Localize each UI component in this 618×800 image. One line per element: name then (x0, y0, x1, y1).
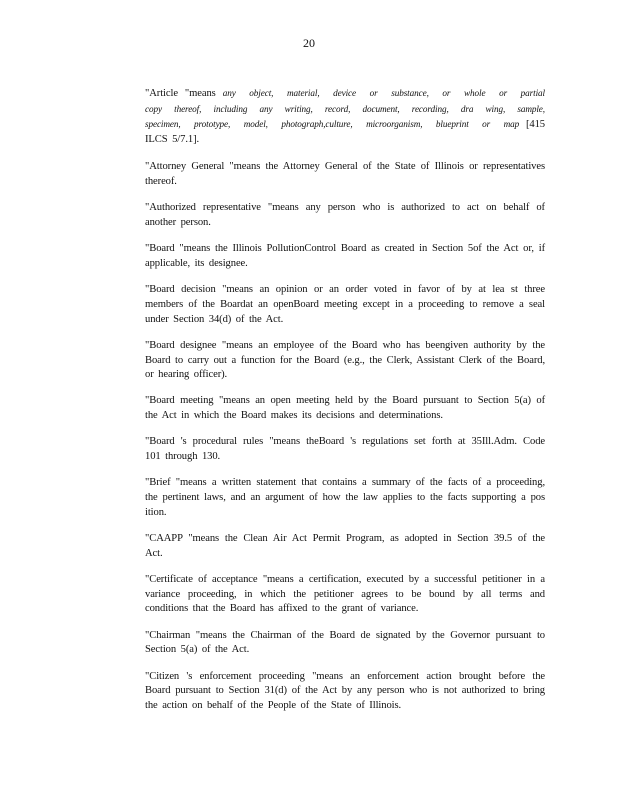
definition-article (145, 86, 545, 147)
definition-article-citation: [415 ILCS 5/7.1]. (145, 119, 545, 145)
definition-article-italic-text: any object, material, device or substance, or whole or partial copy thereof, including any writing, record, document, recording, dra wing, sample, specimen, prototype, model, photograph,culture, microorganism, blueprint or map (145, 88, 545, 130)
definition-board-decision: "Board decision "means an opinion or an order voted in favor of by at lea st three members of the Boardat an openBoard meeting except in a proceeding to remove a seal under Section 34(d) of the Act. (145, 284, 545, 325)
definition-chairman: "Chairman "means the Chairman of the Board de signated by the Governor pursuant to Section 5(a) of the Act. (145, 629, 545, 656)
definition-board-meeting: "Board meeting "means an open meeting held by the Board pursuant to Section 5(a) of the Act in which the Board makes its decisions and determinations. (145, 395, 545, 422)
definition-board-procedural-rules: "Board 's procedural rules "means theBoard 's regulations set forth at 35Ill.Adm. Code 101 through 130. (145, 436, 545, 463)
definition-caapp: "CAAPP "means the Clean Air Act Permit Program, as adopted in Section 39.5 of the Act. (145, 533, 545, 559)
definition-board: "Board "means the Illinois PollutionControl Board as created in Section 5of the Act or, if applicable, its designee. (145, 243, 545, 269)
definition-attorney-general: "Attorney General "means the Attorney General of the State of Illinois or representatives thereof. (145, 161, 545, 187)
definition-certificate-of-acceptance: "Certificate of acceptance "means a certification, executed by a successful petitioner in a variance proceeding, in which the petitioner agrees to be bound by all terms and conditions that the Board has affixed to the grant of variance. (145, 574, 545, 615)
definition-article-term: "Article "means (145, 88, 223, 99)
page-number: 20 (303, 36, 315, 50)
definitions-list (145, 86, 545, 725)
definition-authorized-representative: "Authorized representative "means any person who is authorized to act on behalf of another person. (145, 202, 545, 228)
definition-board-designee: "Board designee "means an employee of the Board who has beengiven authority by the Board to carry out a function for the Board (e.g., the Clerk, Assistant Clerk of the Board, or hearing officer). (145, 339, 545, 381)
definition-brief: "Brief "means a written statement that contains a summary of the facts of a proceeding, the pertinent laws, and an argument of how the law applies to the facts supporting a pos ition. (145, 477, 545, 518)
definition-citizens-enforcement-proceeding: "Citizen 's enforcement proceeding "means an enforcement action brought before the Board pursuant to Section 31(d) of the Act by any person who is not authorized to bring the action on behalf of the People of the State of Illinois. (145, 670, 545, 711)
